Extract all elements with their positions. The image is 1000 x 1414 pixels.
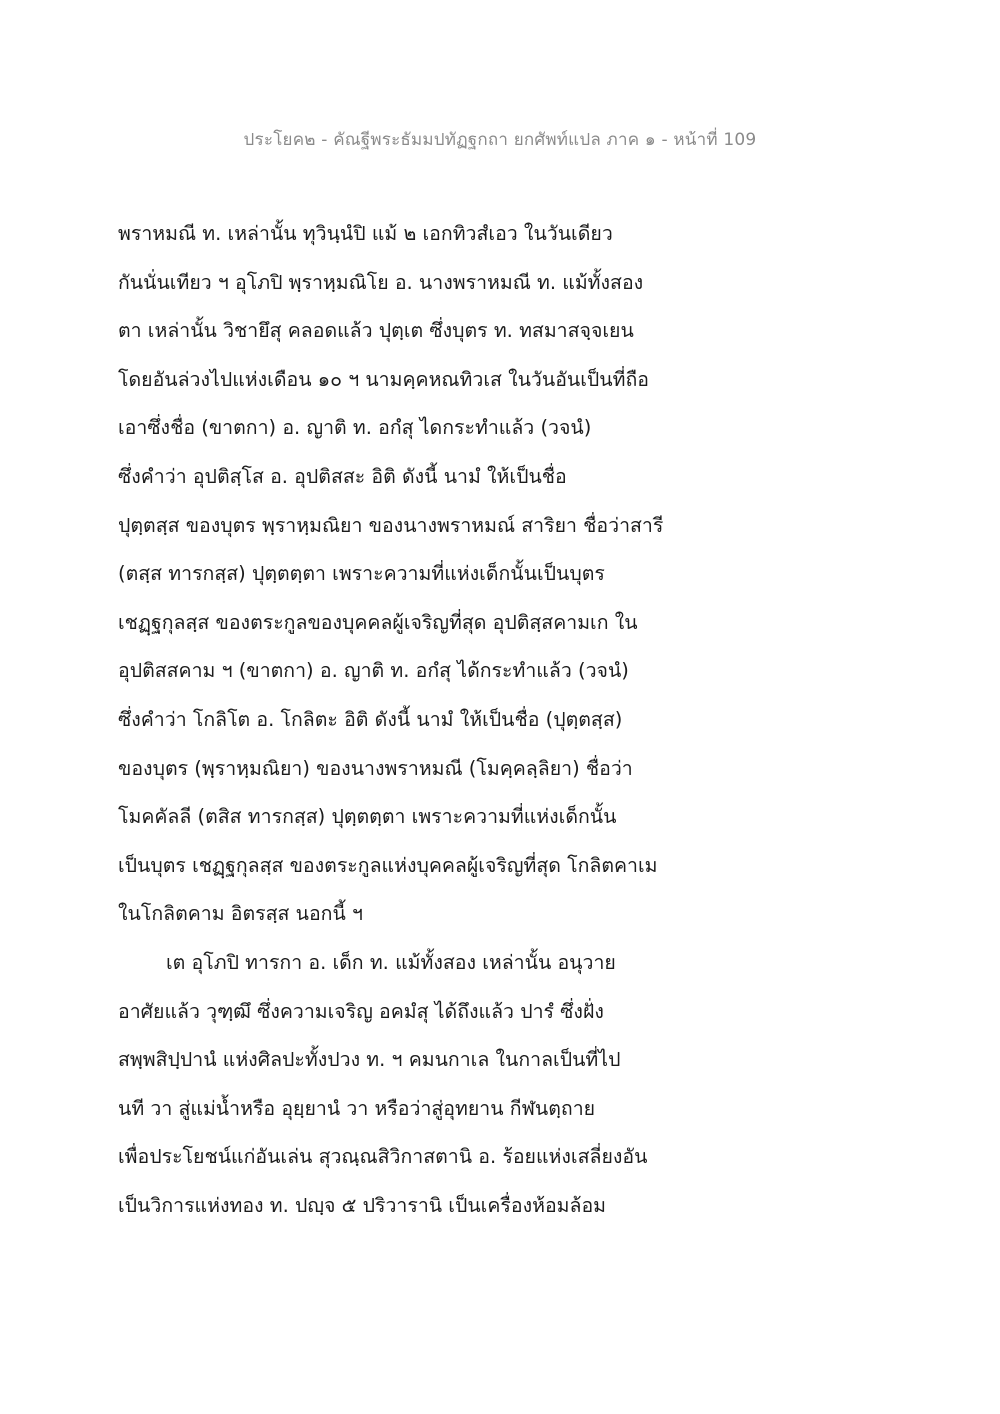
- text-line: โมคคัลลี (ตสิส ทารกสฺส) ปุตฺตตฺตา เพราะความที่แห่งเด็กนั้น: [118, 805, 617, 829]
- text-line: ตา เหล่านั้น วิชายึสุ คลอดแล้ว ปุตฺเต ซึ่งบุตร ท. ทสมาสจฺจเยน: [118, 319, 634, 343]
- text-line: กันนั่นเทียว ฯ อุโภปิ พฺราหฺมณิโย อ. นางพราหมณี ท. แม้ทั้งสอง: [118, 270, 644, 294]
- text-line: สพฺพสิปฺปานํ แห่งศิลปะทั้งปวง ท. ฯ คมนกาเล ในกาลเป็นที่ไป: [118, 1048, 621, 1072]
- text-line: เชฏฺฐกุลสฺส ของตระกูลของบุคคลผู้เจริญที่สุด อุปติสฺสคามเก ใน: [118, 610, 638, 634]
- paragraph-start-line: เต อุโภปิ ทารกา อ. เด็ก ท. แม้ทั้งสอง เหล่านั้น อนุวาย: [166, 950, 616, 974]
- text-line: อาศัยแล้ว วุฑฺฒึ ซึ่งความเจริญ อคมํสุ ได้ถึงแล้ว ปารํ ซึ่งฝั่ง: [118, 999, 604, 1023]
- text-line: โดยอันล่วงไปแห่งเดือน ๑๐ ฯ นามคฺคหณทิวเส ในวันอันเป็นที่ถือ: [118, 367, 650, 391]
- text-line: ปุตฺตสฺส ของบุตร พฺราหฺมณิยา ของนางพราหมณ์ สาริยา ชื่อว่าสารี: [118, 513, 664, 537]
- text-line: ในโกลิตคาม อิตรสฺส นอกนี้ ฯ: [118, 902, 363, 926]
- text-line: เป็นบุตร เชฏฺฐกุลสฺส ของตระกูลแห่งบุคคลผู้เจริญที่สุด โกลิตคาเม: [118, 853, 658, 877]
- body-text: [118, 210, 678, 1230]
- text-line: ของบุตร (พฺราหฺมณิยา) ของนางพราหมณี (โมคฺคลฺลิยา) ชื่อว่า: [118, 756, 633, 780]
- text-line: อุปติสสคาม ฯ (ขาตกา) อ. ญาติ ท. อกํสุ ได้กระทำแล้ว (วจนํ): [118, 659, 629, 683]
- text-line: ซึ่งคำว่า อุปติสฺโส อ. อุปติสสะ อิติ ดังนี้ นามํ ให้เป็นชื่อ: [118, 464, 567, 488]
- text-line: พราหมณี ท. เหล่านั้น ทุวินฺนํปิ แม้ ๒ เอกทิวสํเอว ในวันเดียว: [118, 222, 613, 245]
- text-line: (ตสฺส ทารกสฺส) ปุตฺตตฺตา เพราะความที่แห่งเด็กนั้นเป็นบุตร: [118, 562, 605, 586]
- text-line: เป็นวิการแห่งทอง ท. ปญฺจ ๕ ปริวารานิ เป็นเครื่องห้อมล้อม: [118, 1193, 607, 1217]
- text-line: นที วา สู่แม่น้ำหรือ อุยฺยานํ วา หรือว่าสู่อุทยาน กีฬนตฺถาย: [118, 1096, 596, 1120]
- text-line: เพื่อประโยชน์แก่อันเล่น สุวณฺณสิวิกาสตานิ อ. ร้อยแห่งเสลี่ยงอัน: [118, 1145, 648, 1169]
- running-header: ประโยค๒ - คัณฐีพระธัมมปทัฏฐกถา ยกศัพท์แปล ภาค ๑ - หน้าที่ 109: [243, 130, 757, 150]
- text-line: เอาซึ่งชื่อ (ขาตกา) อ. ญาติ ท. อกํสุ ไดกระทำแล้ว (วจนํ): [118, 416, 592, 440]
- text-line: ซึ่งคำว่า โกลิโต อ. โกลิตะ อิติ ดังนี้ นามํ ให้เป็นชื่อ (ปุตฺตสฺส): [118, 707, 623, 731]
